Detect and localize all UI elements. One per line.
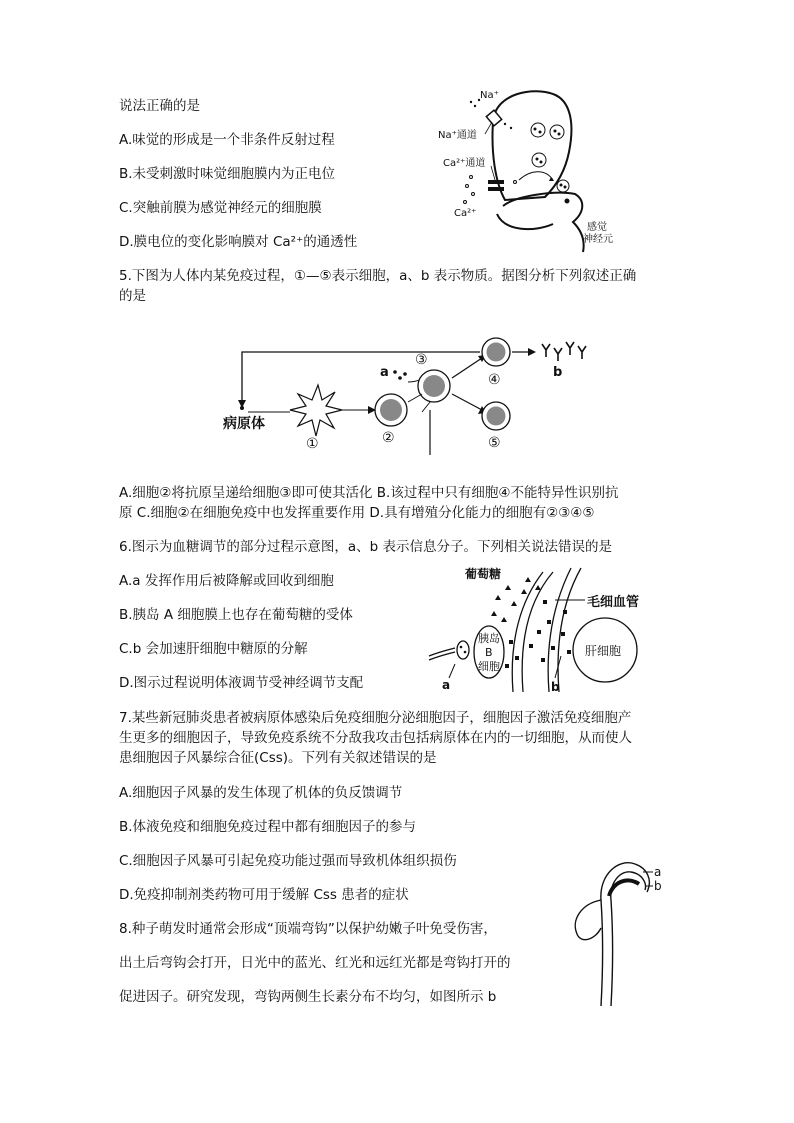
islet-label-1: 胰岛 xyxy=(478,632,500,645)
glucose-label: 葡萄糖 xyxy=(465,567,502,581)
hook-label-a: a xyxy=(654,865,662,879)
cotyledon xyxy=(575,900,601,940)
q6-stem: 6.图示为血糖调节的部分过程示意图，a、b 表示信息分子。下列相关说法错误的是 xyxy=(119,539,613,555)
q7-stem-line-1: 7.某些新冠肺炎患者被病原体感染后免疫细胞分泌细胞因子，细胞因子激活免疫细胞产 xyxy=(119,710,632,726)
cell-2-label: ② xyxy=(382,430,395,446)
glucose-marks xyxy=(491,577,541,622)
cell-3-label: ③ xyxy=(415,352,428,368)
q4-option-c: C.突触前膜为感觉神经元的细胞膜 xyxy=(119,200,322,216)
na-channel-label: Na⁺通道 xyxy=(438,130,477,141)
b-label: b xyxy=(553,365,563,380)
q6-option-b: B.胰岛 A 细胞膜上也存在葡萄糖的受体 xyxy=(119,607,353,623)
na-label: Na⁺ xyxy=(480,90,499,101)
cell-5-label: ⑤ xyxy=(488,435,501,451)
liver-label: 肝细胞 xyxy=(585,644,622,658)
nerve-ending xyxy=(429,648,455,656)
q7-option-a: A.细胞因子风暴的发生体现了机体的负反馈调节 xyxy=(119,785,403,801)
sensory-label-2: 神经元 xyxy=(583,234,613,245)
islet-label-3: 细胞 xyxy=(478,660,500,673)
b-signal-label: b xyxy=(551,680,560,694)
q6-option-d: D.图示过程说明体液调节受神经调节支配 xyxy=(119,675,364,691)
q7-stem-line-3: 患细胞因子风暴综合征(Css)。下列有关叙述错误的是 xyxy=(119,750,437,766)
q7-option-c: C.细胞因子风暴可引起免疫功能过强而导致机体组织损伤 xyxy=(119,853,457,869)
cell-1-icon xyxy=(290,385,342,436)
taste-cell-outline xyxy=(493,91,572,200)
ca-label: Ca²⁺ xyxy=(454,208,477,219)
immune-process-figure xyxy=(220,330,600,455)
islet-label-2: B xyxy=(485,646,493,659)
ca-channel-label: Ca²⁺通道 xyxy=(443,158,486,169)
q5-options-line-2: 原 C.细胞②在细胞免疫中也发挥重要作用 D.具有增殖分化能力的细胞有②③④⑤ xyxy=(119,505,595,521)
pathogen-label: 病原体 xyxy=(223,416,265,432)
cell-4-label: ④ xyxy=(488,372,501,388)
antibody-icons xyxy=(542,342,586,361)
na-channel-icon xyxy=(470,99,512,129)
b-signal-marks xyxy=(505,600,571,668)
taste-cell-figure xyxy=(435,82,655,252)
q7-option-b: B.体液免疫和细胞免疫过程中都有细胞因子的参与 xyxy=(119,819,417,835)
q7-stem-line-2: 生更多的细胞因子，导致免疫系统不分敌我攻击包括病原体在内的一切细胞，从而使人 xyxy=(119,730,632,746)
apical-hook-figure xyxy=(555,860,665,1010)
a-signal-label: a xyxy=(442,678,451,692)
q5-options-line-1: A.细胞②将抗原呈递给细胞③即可使其活化 B.该过程中只有细胞④不能特异性识别抗 xyxy=(119,485,619,501)
seedling-outline xyxy=(611,872,646,1006)
q6-option-a: A.a 发挥作用后被降解或回收到细胞 xyxy=(119,573,334,589)
q4-stem-tail: 说法正确的是 xyxy=(119,98,200,114)
q5-stem-line-1: 5.下图为人体内某免疫过程，①—⑤表示细胞，a、b 表示物质。据图分析下列叙述正确 xyxy=(119,268,637,284)
q4-option-b: B.未受刺激时味觉细胞膜内为正电位 xyxy=(119,166,336,182)
q7-option-d: D.免疫抑制剂类药物可用于缓解 Css 患者的症状 xyxy=(119,887,409,903)
a-label: a xyxy=(380,365,389,380)
q8-line-1: 8.种子萌发时通常会形成“顶端弯钩”以保护幼嫩子叶免受伤害， xyxy=(119,921,497,937)
sensory-neuron xyxy=(497,193,584,252)
q8-line-3: 促进因子。研究发现，弯钩两侧生长素分布不均匀，如图所示 b xyxy=(119,989,497,1005)
q5-stem-line-2: 的是 xyxy=(119,288,146,304)
blood-sugar-figure xyxy=(425,560,665,695)
q4-option-a: A.味觉的形成是一个非条件反射过程 xyxy=(119,132,335,148)
q8-line-2: 出土后弯钩会打开，日光中的蓝光、红光和远红光都是弯钩打开的 xyxy=(119,955,511,971)
q6-option-c: C.b 会加速肝细胞中糖原的分解 xyxy=(119,641,308,657)
vesicles-top xyxy=(531,123,569,192)
capillary-label: 毛细血管 xyxy=(587,595,640,610)
q4-option-d: D.膜电位的变化影响膜对 Ca²⁺的通透性 xyxy=(119,234,358,250)
hook-label-b: b xyxy=(654,879,662,893)
sensory-label-1: 感觉 xyxy=(587,222,607,233)
cell-1-label: ① xyxy=(306,436,319,452)
